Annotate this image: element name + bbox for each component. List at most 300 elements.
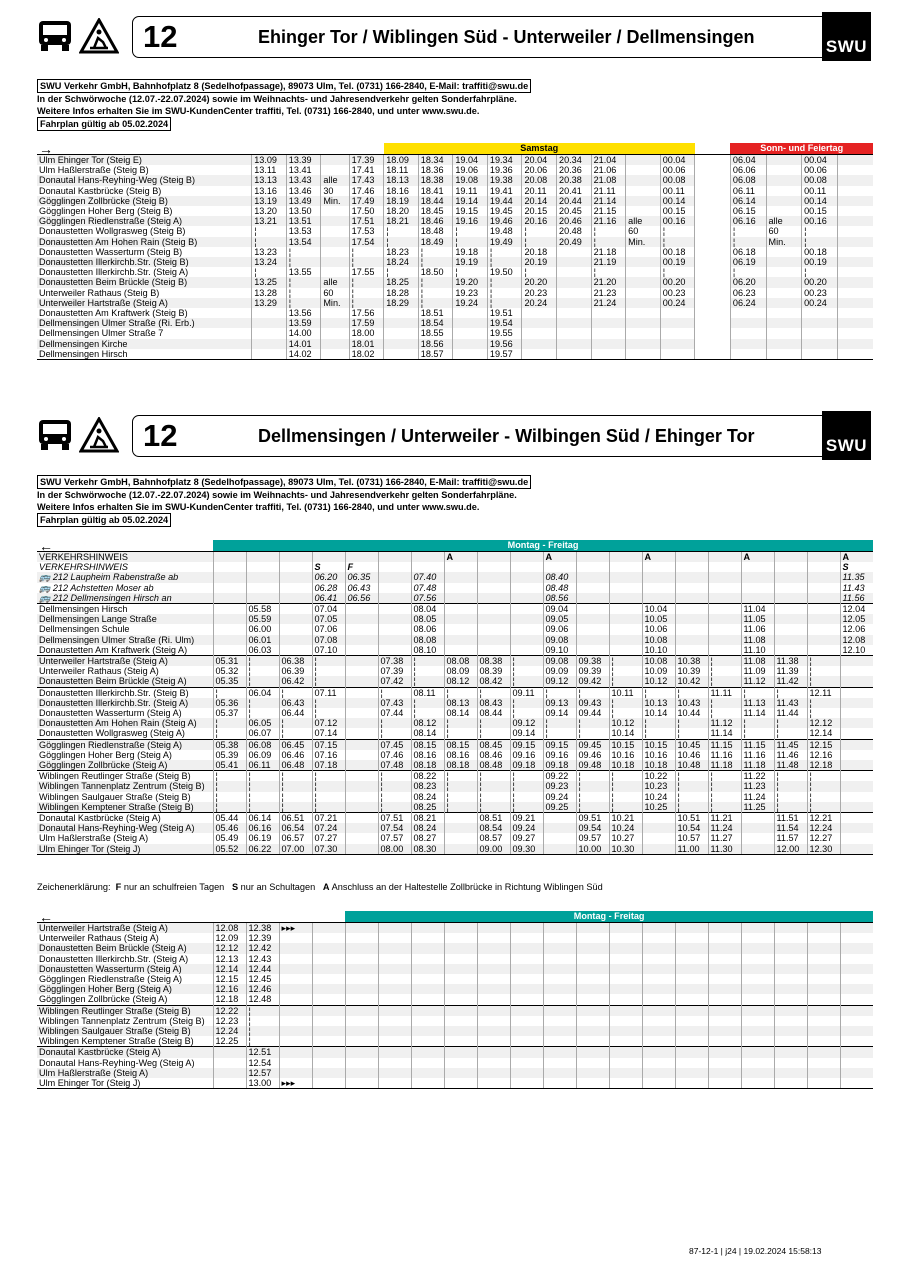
time-cell: 09.51 (576, 813, 609, 824)
empty-cell (312, 1016, 345, 1026)
time-cell: 06.04 (730, 155, 766, 166)
time-cell: 19.34 (487, 155, 522, 166)
time-cell: 20.34 (557, 155, 592, 166)
empty-cell (378, 943, 411, 953)
hint-cell: A (741, 552, 774, 563)
empty-cell (543, 1078, 576, 1089)
empty-cell (477, 994, 510, 1005)
empty-cell (345, 1036, 378, 1047)
time-cell (543, 813, 576, 824)
empty-cell (411, 1005, 444, 1016)
time-cell: 00.08 (802, 175, 838, 185)
empty-cell (510, 1005, 543, 1016)
time-cell: 19.50 (487, 267, 522, 277)
time-cell: 10.16 (609, 750, 642, 760)
time-cell: ¦ (312, 698, 345, 708)
stop-name: Unterweiler Rathaus (Steig A) (39, 933, 159, 944)
time-cell: 08.15 (411, 739, 444, 750)
empty-cell (312, 1078, 345, 1089)
hint-cell (246, 583, 279, 593)
time-cell: 10.24 (609, 823, 642, 833)
time-cell: 00.06 (802, 165, 838, 175)
hint-cell (642, 562, 675, 572)
empty-cell (510, 954, 543, 964)
time-cell: 08.18 (411, 760, 444, 771)
time-cell (543, 833, 576, 843)
time-cell: ¦ (642, 687, 675, 698)
time-cell: 12.14 (213, 964, 246, 974)
time-cell: ¦ (510, 708, 543, 718)
bus-icon (37, 18, 73, 54)
swu-logo: SWU (822, 12, 871, 61)
time-cell: 12.16 (213, 984, 246, 994)
time-cell: 09.23 (543, 781, 576, 791)
time-cell (695, 318, 731, 328)
time-cell (345, 676, 378, 687)
empty-cell (477, 933, 510, 943)
empty-cell (741, 954, 774, 964)
time-cell: 10.39 (675, 666, 708, 676)
time-cell: 11.15 (741, 739, 774, 750)
hint-cell (213, 552, 246, 563)
empty-cell (312, 954, 345, 964)
time-cell: ¦ (453, 267, 488, 277)
legend (37, 882, 603, 892)
time-cell: ¦ (286, 298, 321, 308)
time-cell (708, 645, 741, 656)
time-cell: 07.54 (378, 823, 411, 833)
time-cell: 07.16 (312, 750, 345, 760)
empty-cell (774, 923, 807, 934)
time-cell: 13.11 (252, 165, 287, 175)
time-cell: 10.43 (675, 698, 708, 708)
time-cell: 20.41 (557, 186, 592, 196)
time-cell: 11.24 (708, 823, 741, 833)
empty-cell (642, 1058, 675, 1068)
empty-cell (741, 933, 774, 943)
table-row (37, 994, 873, 1005)
time-cell: 21.06 (591, 165, 626, 175)
empty-cell (411, 1036, 444, 1047)
time-cell (321, 247, 349, 257)
empty-cell (411, 1026, 444, 1036)
time-cell (345, 698, 378, 708)
time-cell: 11.09 (741, 666, 774, 676)
time-cell (384, 349, 419, 360)
time-cell: 19.36 (487, 165, 522, 175)
time-cell (837, 328, 873, 338)
time-cell: 17.46 (349, 186, 384, 196)
time-cell: ¦ (213, 728, 246, 739)
empty-cell (477, 954, 510, 964)
hint-cell (378, 552, 411, 563)
time-cell: 06.45 (279, 739, 312, 750)
hint-cell: 11.43 (840, 583, 873, 593)
time-cell: 12.42 (246, 943, 279, 953)
time-cell (213, 604, 246, 615)
table-row (37, 604, 873, 615)
empty-cell (411, 994, 444, 1005)
time-cell: 11.51 (774, 813, 807, 824)
time-cell: 18.29 (384, 298, 419, 308)
continuation-arrow-icon (279, 1005, 312, 1016)
empty-cell (807, 1078, 840, 1089)
time-cell: ¦ (349, 277, 384, 287)
empty-cell (510, 1068, 543, 1078)
time-cell: 12.05 (840, 614, 873, 624)
empty-cell (642, 933, 675, 943)
time-cell (840, 676, 873, 687)
empty-cell (708, 984, 741, 994)
stop-name: Gögglingen Hoher Berg (Steig B) (39, 206, 173, 217)
time-cell: 17.39 (349, 155, 384, 166)
time-cell: 06.05 (246, 718, 279, 728)
time-cell: ¦ (444, 771, 477, 782)
time-cell: 09.15 (543, 739, 576, 750)
empty-cell (840, 1068, 873, 1078)
time-cell: 60 (766, 226, 802, 236)
time-cell: 21.16 (591, 216, 626, 226)
time-cell: 06.09 (246, 750, 279, 760)
time-cell: 10.00 (576, 844, 609, 855)
empty-cell (774, 1068, 807, 1078)
empty-cell (675, 1005, 708, 1016)
table-row (37, 771, 873, 782)
time-cell (510, 624, 543, 634)
notice-line: In der Schwörwoche (12.07.-22.07.2024) sowie im Weihnachts- und Jahresendverkehr gelten Sonderfahrpläne. (37, 94, 517, 104)
time-cell: 09.21 (510, 813, 543, 824)
time-cell (609, 635, 642, 645)
route-number: 12 (143, 19, 178, 54)
table-row (37, 974, 873, 984)
empty-cell (312, 1026, 345, 1036)
empty-cell (543, 1036, 576, 1047)
continuation-arrow-icon (279, 974, 312, 984)
empty-cell (807, 964, 840, 974)
time-cell (444, 823, 477, 833)
continuation-arrow-icon (279, 954, 312, 964)
time-cell: 20.11 (522, 186, 557, 196)
table-row (37, 288, 873, 298)
time-cell: 19.57 (487, 349, 522, 360)
time-cell (774, 624, 807, 634)
time-cell: 10.44 (675, 708, 708, 718)
time-cell (840, 813, 873, 824)
time-cell: 07.43 (378, 698, 411, 708)
empty-cell (741, 974, 774, 984)
legend-s-key: S (231, 882, 239, 892)
empty-cell (312, 933, 345, 943)
time-cell (774, 635, 807, 645)
table-row (37, 833, 873, 843)
hint-cell: S (840, 562, 873, 572)
time-cell (591, 328, 626, 338)
hint-row (37, 562, 873, 572)
hint-cell (378, 593, 411, 604)
time-cell: ¦ (522, 237, 557, 247)
time-cell: 08.00 (378, 844, 411, 855)
time-cell: 13.24 (252, 257, 287, 267)
time-cell (626, 175, 661, 185)
time-cell: 20.44 (557, 196, 592, 206)
time-cell (345, 687, 378, 698)
time-cell: ¦ (246, 708, 279, 718)
stop-name: Gögglingen Zollbrücke (Steig A) (39, 994, 168, 1005)
time-cell (444, 645, 477, 656)
empty-cell (807, 1068, 840, 1078)
time-cell: ¦ (279, 802, 312, 813)
time-cell: 12.39 (246, 933, 279, 943)
time-cell: 13.25 (252, 277, 287, 287)
time-cell (660, 328, 695, 338)
legend-prefix: Zeichenerklärung: (37, 882, 111, 892)
time-cell: 13.29 (252, 298, 287, 308)
time-cell (213, 645, 246, 656)
time-cell (213, 624, 246, 634)
stop-name: Donaustetten Beim Brückle (Steig A) (37, 676, 213, 687)
time-cell (626, 186, 661, 196)
stop-name: Donautal Kastbrücke (Steig A) (37, 813, 213, 824)
time-cell: 13.53 (286, 226, 321, 236)
time-cell: ¦ (807, 666, 840, 676)
table-header-row (37, 911, 873, 923)
table-row (37, 349, 873, 360)
time-cell (774, 614, 807, 624)
empty-cell (345, 1078, 378, 1089)
time-cell: 12.11 (807, 687, 840, 698)
time-cell: 13.59 (286, 318, 321, 328)
time-cell: 08.12 (444, 676, 477, 687)
time-cell: ¦ (708, 781, 741, 791)
stop-name: Donaustetten Illerkirchb.Str. (Steig A) (39, 953, 189, 964)
time-cell (453, 349, 488, 360)
time-cell (837, 196, 873, 206)
time-cell: ¦ (708, 792, 741, 802)
time-cell (837, 155, 873, 166)
empty-cell (708, 964, 741, 974)
hint-cell: 08.48 (543, 583, 576, 593)
time-cell (695, 328, 731, 338)
time-cell (345, 844, 378, 855)
time-cell: 11.22 (741, 771, 774, 782)
empty-cell (576, 974, 609, 984)
continuation-arrow-icon (279, 1068, 312, 1078)
time-cell: 18.44 (418, 196, 453, 206)
stop-name: Unterweiler Hartstraße (Steig A) (37, 656, 213, 667)
time-cell: 11.24 (741, 792, 774, 802)
time-cell: ¦ (411, 676, 444, 687)
time-cell (444, 604, 477, 615)
time-cell: 20.18 (522, 247, 557, 257)
time-cell: 13.13 (252, 175, 287, 185)
time-cell: 00.14 (660, 196, 695, 206)
time-cell: 07.48 (378, 760, 411, 771)
time-cell (543, 844, 576, 855)
empty-cell (675, 1026, 708, 1036)
table-row (37, 708, 873, 718)
table-row (37, 635, 873, 645)
time-cell (840, 728, 873, 739)
time-cell (642, 823, 675, 833)
hint-cell (477, 593, 510, 604)
time-cell (837, 318, 873, 328)
time-cell: ¦ (349, 288, 384, 298)
time-cell: 13.41 (286, 165, 321, 175)
time-cell: 06.04 (246, 687, 279, 698)
time-cell: ¦ (543, 687, 576, 698)
stop-name: Gögglingen Riedlenstraße (Steig A) (37, 216, 252, 226)
time-cell (837, 216, 873, 226)
table-row (37, 844, 873, 855)
time-cell (807, 624, 840, 634)
time-cell: 19.48 (487, 226, 522, 236)
time-cell: 06.07 (246, 728, 279, 739)
time-cell (837, 257, 873, 267)
time-cell: 17.55 (349, 267, 384, 277)
empty-cell (477, 943, 510, 953)
empty-cell (708, 1068, 741, 1078)
empty-cell (312, 964, 345, 974)
hint-cell (807, 562, 840, 572)
empty-cell (774, 1058, 807, 1068)
time-cell: 20.19 (522, 257, 557, 267)
time-cell: ¦ (510, 656, 543, 667)
table-row (37, 165, 873, 175)
time-cell: 20.14 (522, 196, 557, 206)
hint-cell (543, 562, 576, 572)
time-cell: 12.44 (246, 964, 279, 974)
time-cell: 06.57 (279, 833, 312, 843)
time-cell (453, 308, 488, 318)
time-cell: 09.08 (543, 656, 576, 667)
hint-cell: A (444, 552, 477, 563)
table-row (37, 257, 873, 267)
time-cell (591, 308, 626, 318)
empty-cell (411, 1078, 444, 1089)
empty-cell (708, 974, 741, 984)
empty-cell (444, 954, 477, 964)
empty-cell (741, 923, 774, 934)
stop-name: Donaustetten Am Hohen Rain (Steig A) (37, 718, 213, 728)
time-cell (837, 186, 873, 196)
time-cell: 11.16 (741, 750, 774, 760)
time-cell: 00.04 (802, 155, 838, 166)
empty-cell (609, 1047, 642, 1058)
stop-name: Ulm Ehinger Tor (Steig J) (37, 1078, 213, 1089)
spacer (695, 143, 731, 155)
time-cell: ¦ (418, 247, 453, 257)
time-cell: 06.24 (730, 298, 766, 308)
empty-cell (312, 974, 345, 984)
route-title: Dellmensingen / Unterweiler - Wilbingen Süd / Ehinger Tor (258, 426, 755, 446)
hint-cell: 08.40 (543, 572, 576, 582)
empty-cell (543, 933, 576, 943)
empty-cell (741, 984, 774, 994)
empty-cell (840, 1047, 873, 1058)
hint-cell: A (543, 552, 576, 563)
stop-name: Donautal Hans-Reyhing-Weg (Steig B) (37, 175, 252, 185)
time-cell: 00.23 (660, 288, 695, 298)
time-cell: 18.28 (384, 288, 419, 298)
time-cell: ¦ (246, 656, 279, 667)
time-cell: ¦ (807, 802, 840, 813)
hint-cell (213, 583, 246, 593)
empty-cell (840, 1036, 873, 1047)
time-cell: 08.14 (411, 728, 444, 739)
time-cell: 06.20 (730, 277, 766, 287)
time-cell: 08.11 (411, 687, 444, 698)
hint-cell: F (345, 562, 378, 572)
legend-s-text: nur an Schultagen (240, 882, 316, 892)
time-cell: ¦ (246, 1016, 279, 1026)
time-cell: 09.45 (576, 739, 609, 750)
hint-cell: 06.56 (345, 593, 378, 604)
empty-cell (642, 994, 675, 1005)
time-cell: 11.18 (708, 760, 741, 771)
time-cell: 20.23 (522, 288, 557, 298)
time-cell: 10.04 (642, 604, 675, 615)
time-cell (609, 624, 642, 634)
hint-cell (246, 562, 279, 572)
direction-arrow-icon: ← (39, 540, 53, 552)
time-cell: 10.13 (642, 698, 675, 708)
stop-name: Ulm Ehinger Tor (Steig J) (37, 844, 213, 855)
time-cell: 07.45 (378, 739, 411, 750)
hint-cell (279, 572, 312, 582)
time-cell (837, 247, 873, 257)
time-cell: 12.25 (213, 1036, 246, 1047)
empty-cell (378, 964, 411, 974)
time-cell (807, 604, 840, 615)
time-cell: ¦ (378, 687, 411, 698)
hint-cell: 06.35 (345, 572, 378, 582)
time-cell: 10.54 (675, 823, 708, 833)
hint-cell (411, 562, 444, 572)
time-cell: ¦ (730, 237, 766, 247)
table-row (37, 739, 873, 750)
time-cell: ¦ (213, 718, 246, 728)
time-cell: ¦ (675, 718, 708, 728)
empty-cell (675, 974, 708, 984)
time-cell (708, 614, 741, 624)
time-cell: ¦ (477, 802, 510, 813)
time-cell: 10.16 (642, 750, 675, 760)
empty-cell (807, 1047, 840, 1058)
table-row (37, 656, 873, 667)
time-cell (378, 614, 411, 624)
time-cell (766, 267, 802, 277)
empty-cell (576, 1016, 609, 1026)
table-row (37, 792, 873, 802)
time-cell: 09.18 (510, 760, 543, 771)
time-cell: ¦ (609, 792, 642, 802)
time-cell (384, 339, 419, 349)
time-cell (384, 318, 419, 328)
time-cell: 13.00 (246, 1078, 279, 1089)
time-cell: ¦ (576, 728, 609, 739)
time-cell (774, 645, 807, 656)
time-cell: ¦ (510, 792, 543, 802)
hint-cell (708, 593, 741, 604)
table-row (37, 1058, 873, 1068)
empty-cell (510, 1016, 543, 1026)
continuation-arrow-icon (279, 943, 312, 953)
table-row (37, 1068, 873, 1078)
time-cell: ¦ (807, 792, 840, 802)
empty-cell (411, 943, 444, 953)
hint-cell (708, 562, 741, 572)
time-cell (837, 226, 873, 236)
